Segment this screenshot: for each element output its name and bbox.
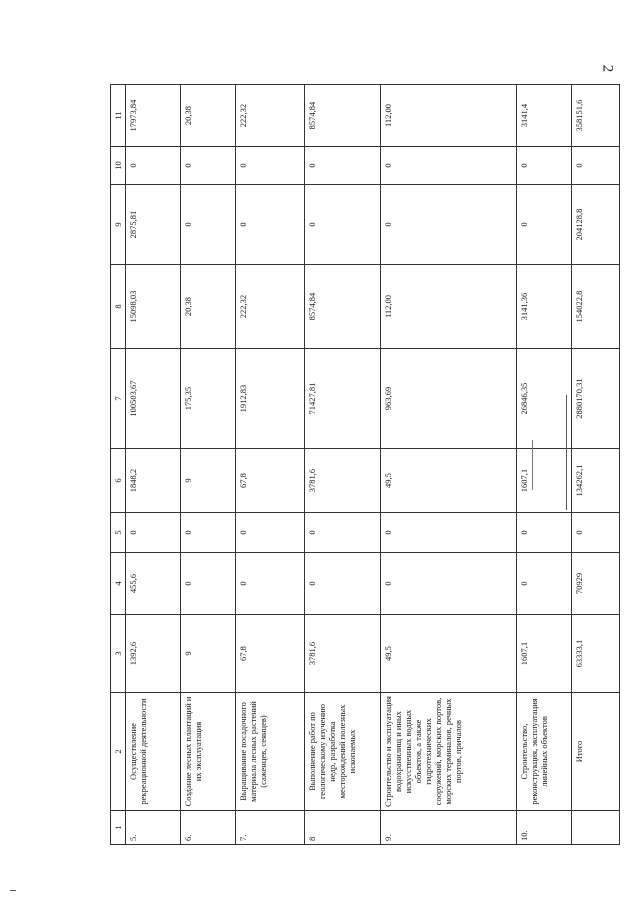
- table-cell: 0: [180, 553, 235, 615]
- table-cell: 455,6: [126, 553, 181, 615]
- table-cell: 0: [517, 553, 572, 615]
- table-cell: 1392,6: [126, 615, 181, 693]
- header-cell: 2: [111, 693, 126, 811]
- table-cell: 20,38: [180, 85, 235, 147]
- table-cell: 134262,1: [572, 449, 620, 513]
- table-cell: 67,8: [235, 449, 304, 513]
- row-index: 7.: [235, 811, 304, 845]
- table-cell: 0: [304, 513, 380, 553]
- table-cell: 0: [517, 513, 572, 553]
- scan-artifact-line: [532, 440, 533, 490]
- row-index: 8: [304, 811, 380, 845]
- row-index: 10.: [517, 811, 572, 845]
- table-cell: 0: [180, 513, 235, 553]
- page-number: 2: [598, 64, 615, 73]
- table-cell: 2875,81: [126, 185, 181, 265]
- row-index: [572, 811, 620, 845]
- table-cell: 0: [235, 147, 304, 185]
- header-cell: 11: [111, 85, 126, 147]
- table-cell: 3781,6: [304, 615, 380, 693]
- table-cell: 15098,03: [126, 265, 181, 349]
- table-cell: 222,32: [235, 85, 304, 147]
- table-cell: 0: [572, 147, 620, 185]
- table-row: [126, 85, 181, 845]
- scan-artifact-mark: [10, 890, 16, 891]
- table-cell: 100503,67: [126, 349, 181, 449]
- table-cell: 3141,4: [517, 85, 572, 147]
- table-cell: 0: [517, 185, 572, 265]
- table-cell: 1607,1: [517, 615, 572, 693]
- row-name: Строительство и эксплуатация водохранилищ и иных искусственных водных объектов, а также гидротехнических сооружений, морских портов, морских терминалов, речных портов, причалов: [381, 693, 517, 811]
- table-cell: 0: [235, 185, 304, 265]
- table-cell: 70929: [572, 553, 620, 615]
- table-cell: 204128,8: [572, 185, 620, 265]
- table-cell: 0: [126, 147, 181, 185]
- row-name: Выращивание посадочного материала лесных растений (саженцев, сеянцев): [235, 693, 304, 811]
- row-index: 5.: [126, 811, 181, 845]
- header-cell: 10: [111, 147, 126, 185]
- table-cell: 0: [180, 185, 235, 265]
- table-cell: 67,8: [235, 615, 304, 693]
- table-cell: 0: [180, 147, 235, 185]
- table-cell: 17973,84: [126, 85, 181, 147]
- table-cell: 9: [180, 615, 235, 693]
- table-cell: 3781,6: [304, 449, 380, 513]
- table-cell: 1912,83: [235, 349, 304, 449]
- table-cell: 2880170,31: [572, 349, 620, 449]
- header-cell: 4: [111, 553, 126, 615]
- row-name: Выполнение работ по геологическому изучению недр, разработка месторождений полезных ископаемых: [304, 693, 380, 811]
- table-cell: 0: [517, 147, 572, 185]
- table-body: [126, 85, 620, 845]
- row-index: 9.: [381, 811, 517, 845]
- table-cell: 0: [304, 185, 380, 265]
- table-cell: 0: [304, 147, 380, 185]
- table-row: [381, 85, 517, 845]
- table-cell: 222,32: [235, 265, 304, 349]
- table-row: [180, 85, 235, 845]
- data-table: [110, 84, 620, 845]
- table-row: [235, 85, 304, 845]
- table-cell: 71427,81: [304, 349, 380, 449]
- table-row: [304, 85, 380, 845]
- header-cell: 8: [111, 265, 126, 349]
- table-row: [517, 85, 572, 845]
- table-cell: 0: [381, 147, 517, 185]
- row-index: 6.: [180, 811, 235, 845]
- table-cell: 3141,36: [517, 265, 572, 349]
- row-name: Создание лесных плантаций и их эксплуатация: [180, 693, 235, 811]
- table-cell: 112,00: [381, 265, 517, 349]
- table-cell: 154022,8: [572, 265, 620, 349]
- header-cell: 9: [111, 185, 126, 265]
- table-cell: 63333,1: [572, 615, 620, 693]
- table-cell: 49,5: [381, 449, 517, 513]
- table-cell: 8574,84: [304, 85, 380, 147]
- row-name: Строительство, реконструкция, эксплуатация линейных объектов: [517, 693, 572, 811]
- table-cell: 0: [381, 513, 517, 553]
- header-cell: 6: [111, 449, 126, 513]
- table-cell: 1848,2: [126, 449, 181, 513]
- table-cell: 0: [381, 553, 517, 615]
- table-cell: 175,35: [180, 349, 235, 449]
- table-cell: 0: [235, 553, 304, 615]
- rotated-table-container: [110, 85, 620, 845]
- table-cell: 1607,1: [517, 449, 572, 513]
- row-name: Осуществление рекреационной деятельности: [126, 693, 181, 811]
- scan-artifact-line: [566, 395, 567, 510]
- table-row-total: [572, 85, 620, 845]
- table-cell: 0: [304, 553, 380, 615]
- table-cell: 8574,84: [304, 265, 380, 349]
- table-cell: 0: [572, 513, 620, 553]
- table-cell: 0: [126, 513, 181, 553]
- table-cell: 26846,35: [517, 349, 572, 449]
- table-cell: 112,00: [381, 85, 517, 147]
- table-cell: 0: [235, 513, 304, 553]
- table-cell: 358151,6: [572, 85, 620, 147]
- header-cell: 3: [111, 615, 126, 693]
- header-cell: 7: [111, 349, 126, 449]
- table-cell: 963,69: [381, 349, 517, 449]
- table-cell: 9: [180, 449, 235, 513]
- table-cell: 0: [381, 185, 517, 265]
- row-name: Итого: [572, 693, 620, 811]
- table-header-row: [111, 85, 126, 845]
- header-cell: 1: [111, 811, 126, 845]
- table-cell: 49,5: [381, 615, 517, 693]
- table-cell: 20,38: [180, 265, 235, 349]
- header-cell: 5: [111, 513, 126, 553]
